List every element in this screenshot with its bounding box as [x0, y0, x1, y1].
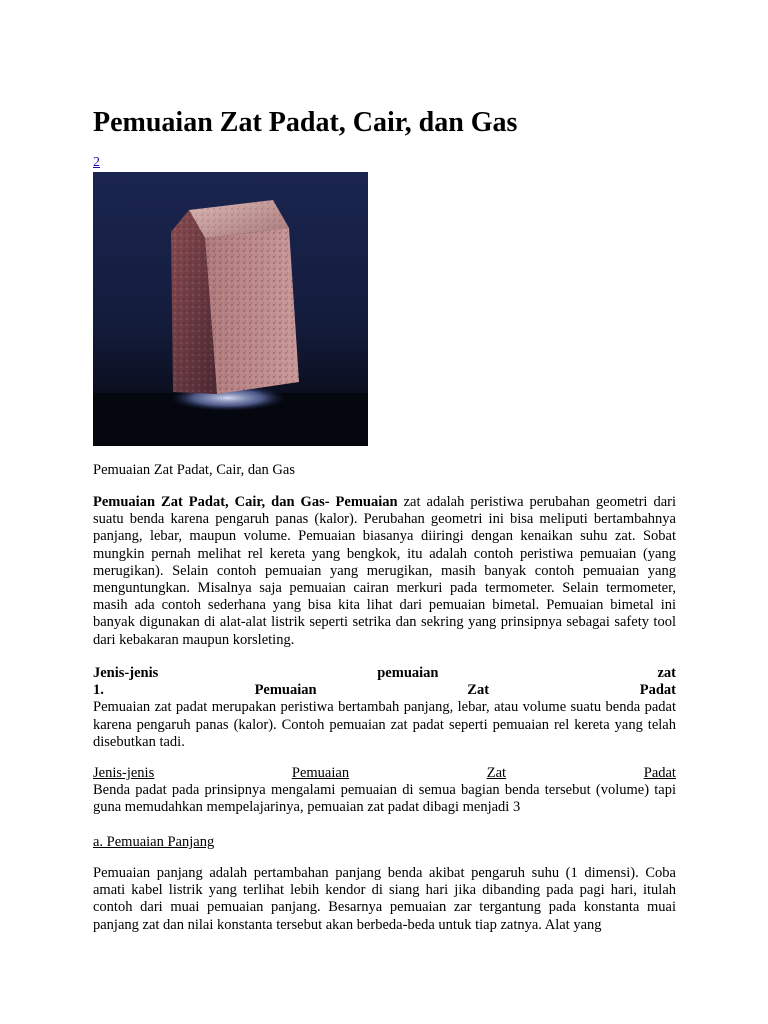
intro-text: zat adalah peristiwa perubahan geometri dari suatu benda karena pengaruh panas (kalor). Perubahan geometri ini bisa meliputi bertambahnya panjang, lebar, maupun volume. Pemuaian biasanya diiringi dengan kenaikan suhu zat. Sobat mungkin pernah melihat rel kereta yang bengkok, itu adalah contoh peristiwa pemuaian (yang merugikan). Selain contoh pemuaian yang merugikan, masih banyak contoh pemuaian yang menguntungkan. Misalnya saja pemuaian cairan merkuri pada termometer. Selain termometer, masih ada contoh sederhana yang bisa kita lihat dari pemuaian bimetal. Pemuaian bimetal ini banyak digunakan di alat-alat listrik seperti setrika dan sekring yang prinsipnya sebagai safety tool dari kebakaran maupun korsleting. — [93, 494, 676, 648]
section1-heading-word-3: Padat — [639, 682, 676, 699]
jenis-heading — [93, 665, 676, 682]
section1-heading-number: 1. — [93, 682, 104, 699]
image-caption: Pemuaian Zat Padat, Cair, dan Gas — [93, 462, 295, 478]
section1-heading — [93, 682, 676, 699]
brick-photo — [93, 172, 368, 446]
sub-a-paragraph: Pemuaian panjang adalah pertambahan panjang benda akibat pengaruh suhu (1 dimensi). Coba amati kabel listrik yang terlihat lebih kendor di siang hari jika dibanding pada pagi hari, itulah contoh dari muai pemuaian panjang. Besarnya pemuaian zar tergantung pada konstanta muai panjang zat dan nilai konstanta tersebut akan berbeda-beda untuk tiap zatnya. Alat yang — [93, 865, 676, 933]
section1-paragraph: Pemuaian zat padat merupakan peristiwa bertambah panjang, lebar, atau volume suatu benda padat karena pengaruh panas (kalor). Contoh pemuaian zat padat seperti pemuaian rel kereta yang telah disebutkan tadi. — [93, 699, 676, 750]
intro-paragraph — [93, 494, 676, 649]
section1-heading-word-1: Pemuaian — [254, 682, 317, 699]
section1-heading-word-2: Zat — [467, 682, 490, 699]
intro-bold-lead: Pemuaian Zat Padat, Cair, dan Gas- Pemuaian — [93, 494, 398, 510]
jenis-padat-heading-word-3: Zat — [486, 765, 507, 781]
sub-a-heading: a. Pemuaian Panjang — [93, 834, 215, 850]
jenis-padat-heading-word-1: Jenis-jenis — [93, 765, 155, 781]
jenis-padat-heading-word-2: Pemuaian — [291, 765, 350, 781]
jenis-heading-word-1: Jenis-jenis — [93, 665, 159, 681]
jenis-padat-heading — [93, 765, 676, 782]
jenis-heading-word-3: zat — [657, 665, 676, 681]
jenis-padat-heading-word-4: Padat — [643, 765, 676, 781]
page-title: Pemuaian Zat Padat, Cair, dan Gas — [93, 107, 518, 138]
image-link[interactable]: 2 — [93, 155, 100, 170]
jenis-heading-word-2: pemuaian — [377, 665, 439, 681]
jenis-padat-paragraph: Benda padat pada prinsipnya mengalami pemuaian di semua bagian benda tersebut (volume) tapi guna memudahkan mempelajarinya, pemuaian zat padat dibagi menjadi 3 — [93, 782, 676, 816]
jenis-padat-block — [93, 765, 676, 817]
section-block — [93, 665, 676, 751]
